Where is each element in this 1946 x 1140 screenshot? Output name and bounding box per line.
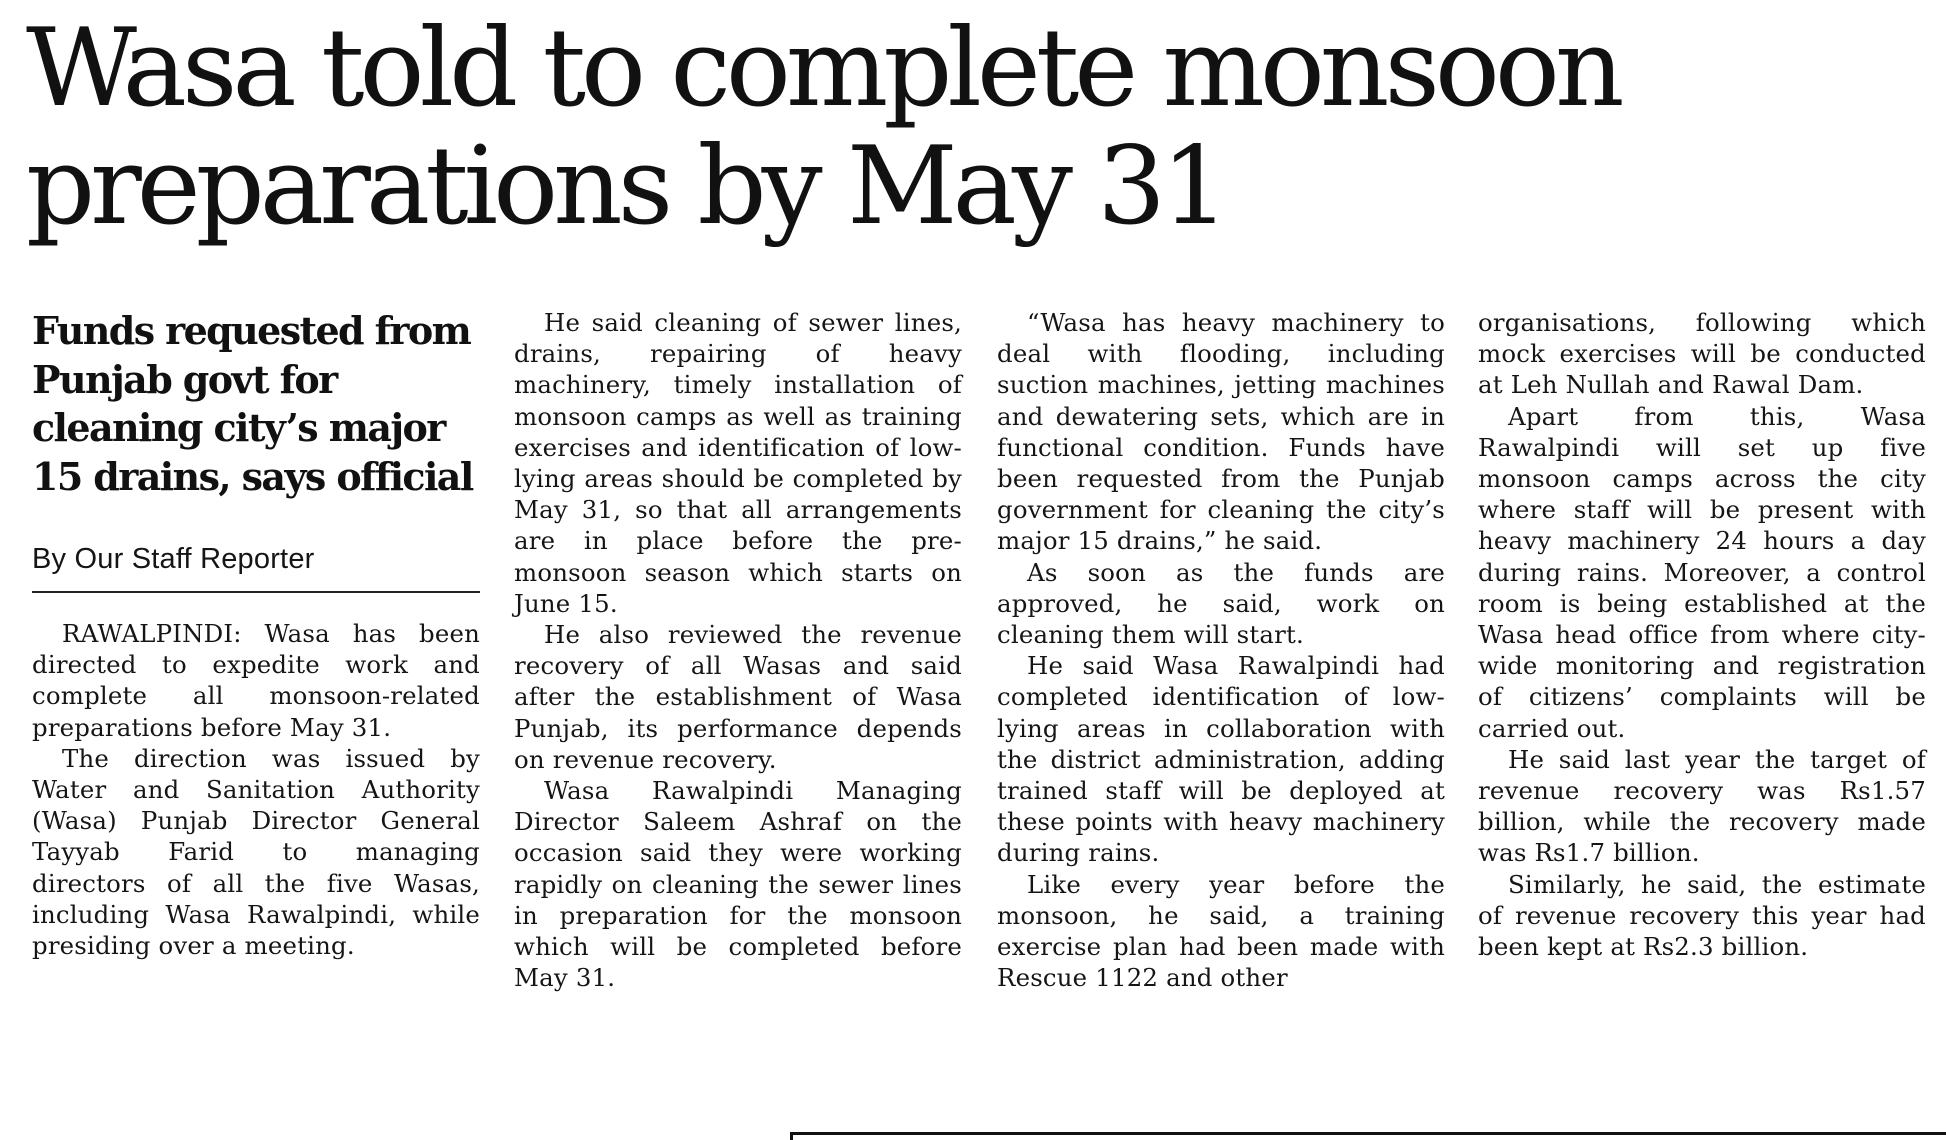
article-column-4	[1478, 307, 1926, 962]
paragraph: As soon as the funds are approved, he said, work on cleaning them will start.	[997, 557, 1445, 650]
paragraph: He said cleaning of sewer lines, drains, repairing of heavy machinery, timely installation of monsoon camps as well as training exercises and identification of low-lying areas should be completed by May 31, so that all arrangements are in place before the pre-monsoon season which starts on June 15.	[514, 308, 962, 618]
article-column-3	[997, 307, 1445, 993]
paragraph: He said last year the target of revenue recovery was Rs1.57 billion, while the recovery made was Rs1.7 billion.	[1478, 744, 1926, 868]
paragraph: Apart from this, Wasa Rawalpindi will set up five monsoon camps across the city where staff will be present with heavy machinery 24 hours a day during rains. Moreover, a control room is being established at the Wasa head office from where city-wide monitoring and registration of citizens’ complaints will be carried out.	[1478, 401, 1926, 743]
article-column-1	[32, 307, 480, 961]
paragraph: Wasa Rawalpindi Managing Director Saleem Ashraf on the occasion said they were working rapidly on cleaning the sewer lines in preparation for the monsoon which will be completed before May 31.	[514, 776, 962, 993]
paragraph: organisations, following which mock exercises will be conducted at Leh Nullah and Rawal Dam.	[1478, 308, 1926, 400]
paragraph: RAWALPINDI: Wasa has been directed to expedite work and complete all monsoon-related preparations before May 31.	[32, 619, 480, 742]
paragraph: Like every year before the monsoon, he said, a training exercise plan had been made with Rescue 1122 and other	[997, 869, 1445, 993]
article-subheadline: Funds requested from Punjab govt for cleaning city’s major 15 drains, says official	[32, 308, 473, 499]
article-column-2	[514, 307, 962, 993]
paragraph: Similarly, he said, the estimate of revenue recovery this year had been kept at Rs2.3 billion.	[1478, 869, 1926, 962]
paragraph: The direction was issued by Water and Sanitation Authority (Wasa) Punjab Director General Tayyab Farid to managing directors of all the five Wasas, including Wasa Rawalpindi, while presiding over a meeting.	[32, 743, 480, 961]
headline-line-1: Wasa told to complete monsoon	[26, 6, 1620, 131]
headline-line-2: preparations by May 31	[26, 124, 1225, 249]
paragraph: He also reviewed the revenue recovery of all Wasas and said after the establishment of Wasa Punjab, its performance depends on revenue recovery.	[514, 620, 962, 774]
byline: By Our Staff Reporter	[32, 541, 480, 593]
paragraph: “Wasa has heavy machinery to deal with flooding, including suction machines, jetting machines and dewatering sets, which are in functional condition. Funds have been requested from the Punjab government for cleaning the city’s major 15 drains,” he said.	[997, 308, 1445, 556]
article-headline	[26, 6, 1916, 249]
paragraph: He said Wasa Rawalpindi had completed identification of low-lying areas in collaboration with the district administration, adding trained staff will be deployed at these points with heavy machinery during rains.	[997, 651, 1445, 868]
next-article-border	[790, 1132, 1946, 1140]
